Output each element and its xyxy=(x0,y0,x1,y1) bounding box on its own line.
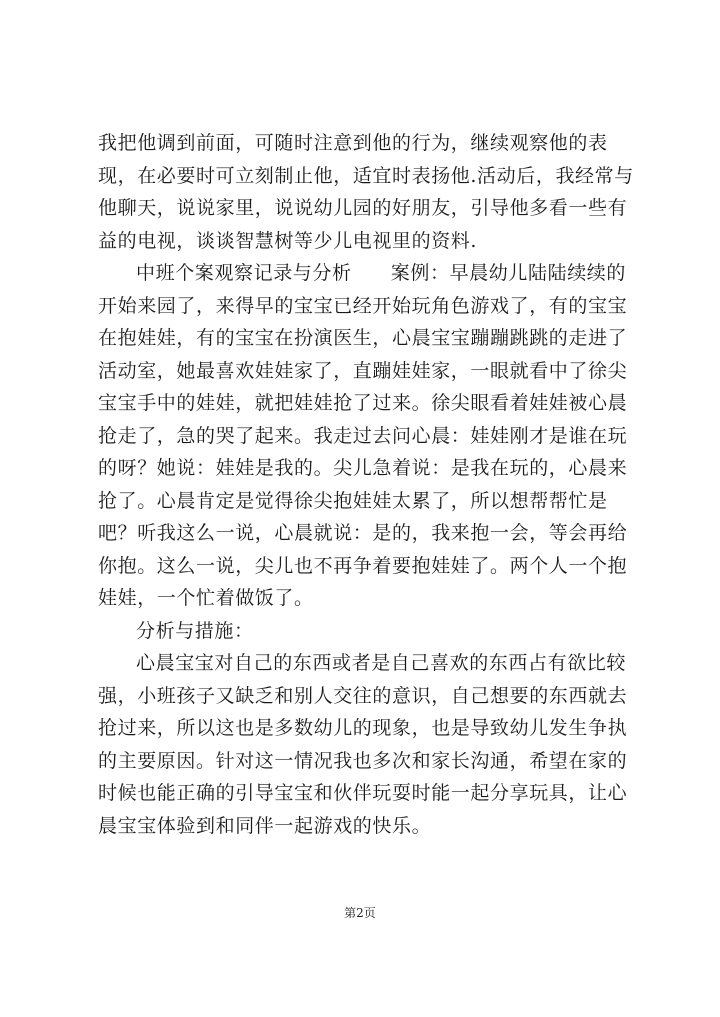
text-line: 心晨宝宝对自己的东西或者是自己喜欢的东西占有欲比较 xyxy=(136,652,627,674)
text-line: 抢了。心晨肯定是觉得徐尖抱娃娃太累了，所以想帮帮忙是 xyxy=(98,489,608,512)
text-line: 他聊天，说说家里，说说幼儿园的好朋友，引导他多看一些有 xyxy=(98,197,628,219)
text-line: 强，小班孩子又缺乏和别人交往的意识，自己想要的东西就去 xyxy=(98,684,628,707)
text-line: 吧？听我这么一说，心晨就说：是的，我来抱一会，等会再给 xyxy=(98,522,628,544)
text-line: 抢走了，急的哭了起来。我走过去问心晨：娃娃刚才是谁在玩 xyxy=(98,424,628,447)
text-line: 在抱娃娃，有的宝宝在扮演医生，心晨宝宝蹦蹦跳跳的走进了 xyxy=(98,327,628,349)
body-text xyxy=(98,127,638,842)
section-heading-line: 中班个案观察记录与分析 案例：早晨幼儿陆陆续续的 xyxy=(136,262,627,284)
subheading-line: 分析与措施： xyxy=(136,619,254,642)
text-line: 益的电视，谈谈智慧树等少儿电视里的资料. xyxy=(98,229,478,252)
text-line: 的主要原因。针对这一情况我也多次和家长沟通，希望在家的 xyxy=(98,749,628,772)
text-line: 抢过来，所以这也是多数幼儿的现象，也是导致幼儿发生争执 xyxy=(98,717,628,739)
text-line: 时候也能正确的引导宝宝和伙伴玩耍时能一起分享玩具，让心 xyxy=(98,782,628,804)
text-line: 你抱。这么一说，尖儿也不再争着要抱娃娃了。两个人一个抱 xyxy=(98,554,628,577)
text-line: 娃娃，一个忙着做饭了。 xyxy=(98,587,314,609)
page-number: 第2页 xyxy=(344,906,376,920)
text-line: 现，在必要时可立刻制止他，适宜时表扬他.活动后，我经常与 xyxy=(98,164,634,187)
text-line: 晨宝宝体验到和同伴一起游戏的快乐。 xyxy=(98,814,432,837)
text-line: 我把他调到前面，可随时注意到他的行为，继续观察他的表 xyxy=(98,132,608,154)
text-line: 开始来园了，来得早的宝宝已经开始玩角色游戏了，有的宝宝 xyxy=(98,294,628,317)
text-line: 的呀？她说：娃娃是我的。尖儿急着说：是我在玩的，心晨来 xyxy=(98,457,628,479)
text-line: 宝宝手中的娃娃，就把娃娃抢了过来。徐尖眼看着娃娃被心晨 xyxy=(98,392,628,414)
text-line: 活动室，她最喜欢娃娃家了，直蹦娃娃家，一眼就看中了徐尖 xyxy=(98,359,628,382)
